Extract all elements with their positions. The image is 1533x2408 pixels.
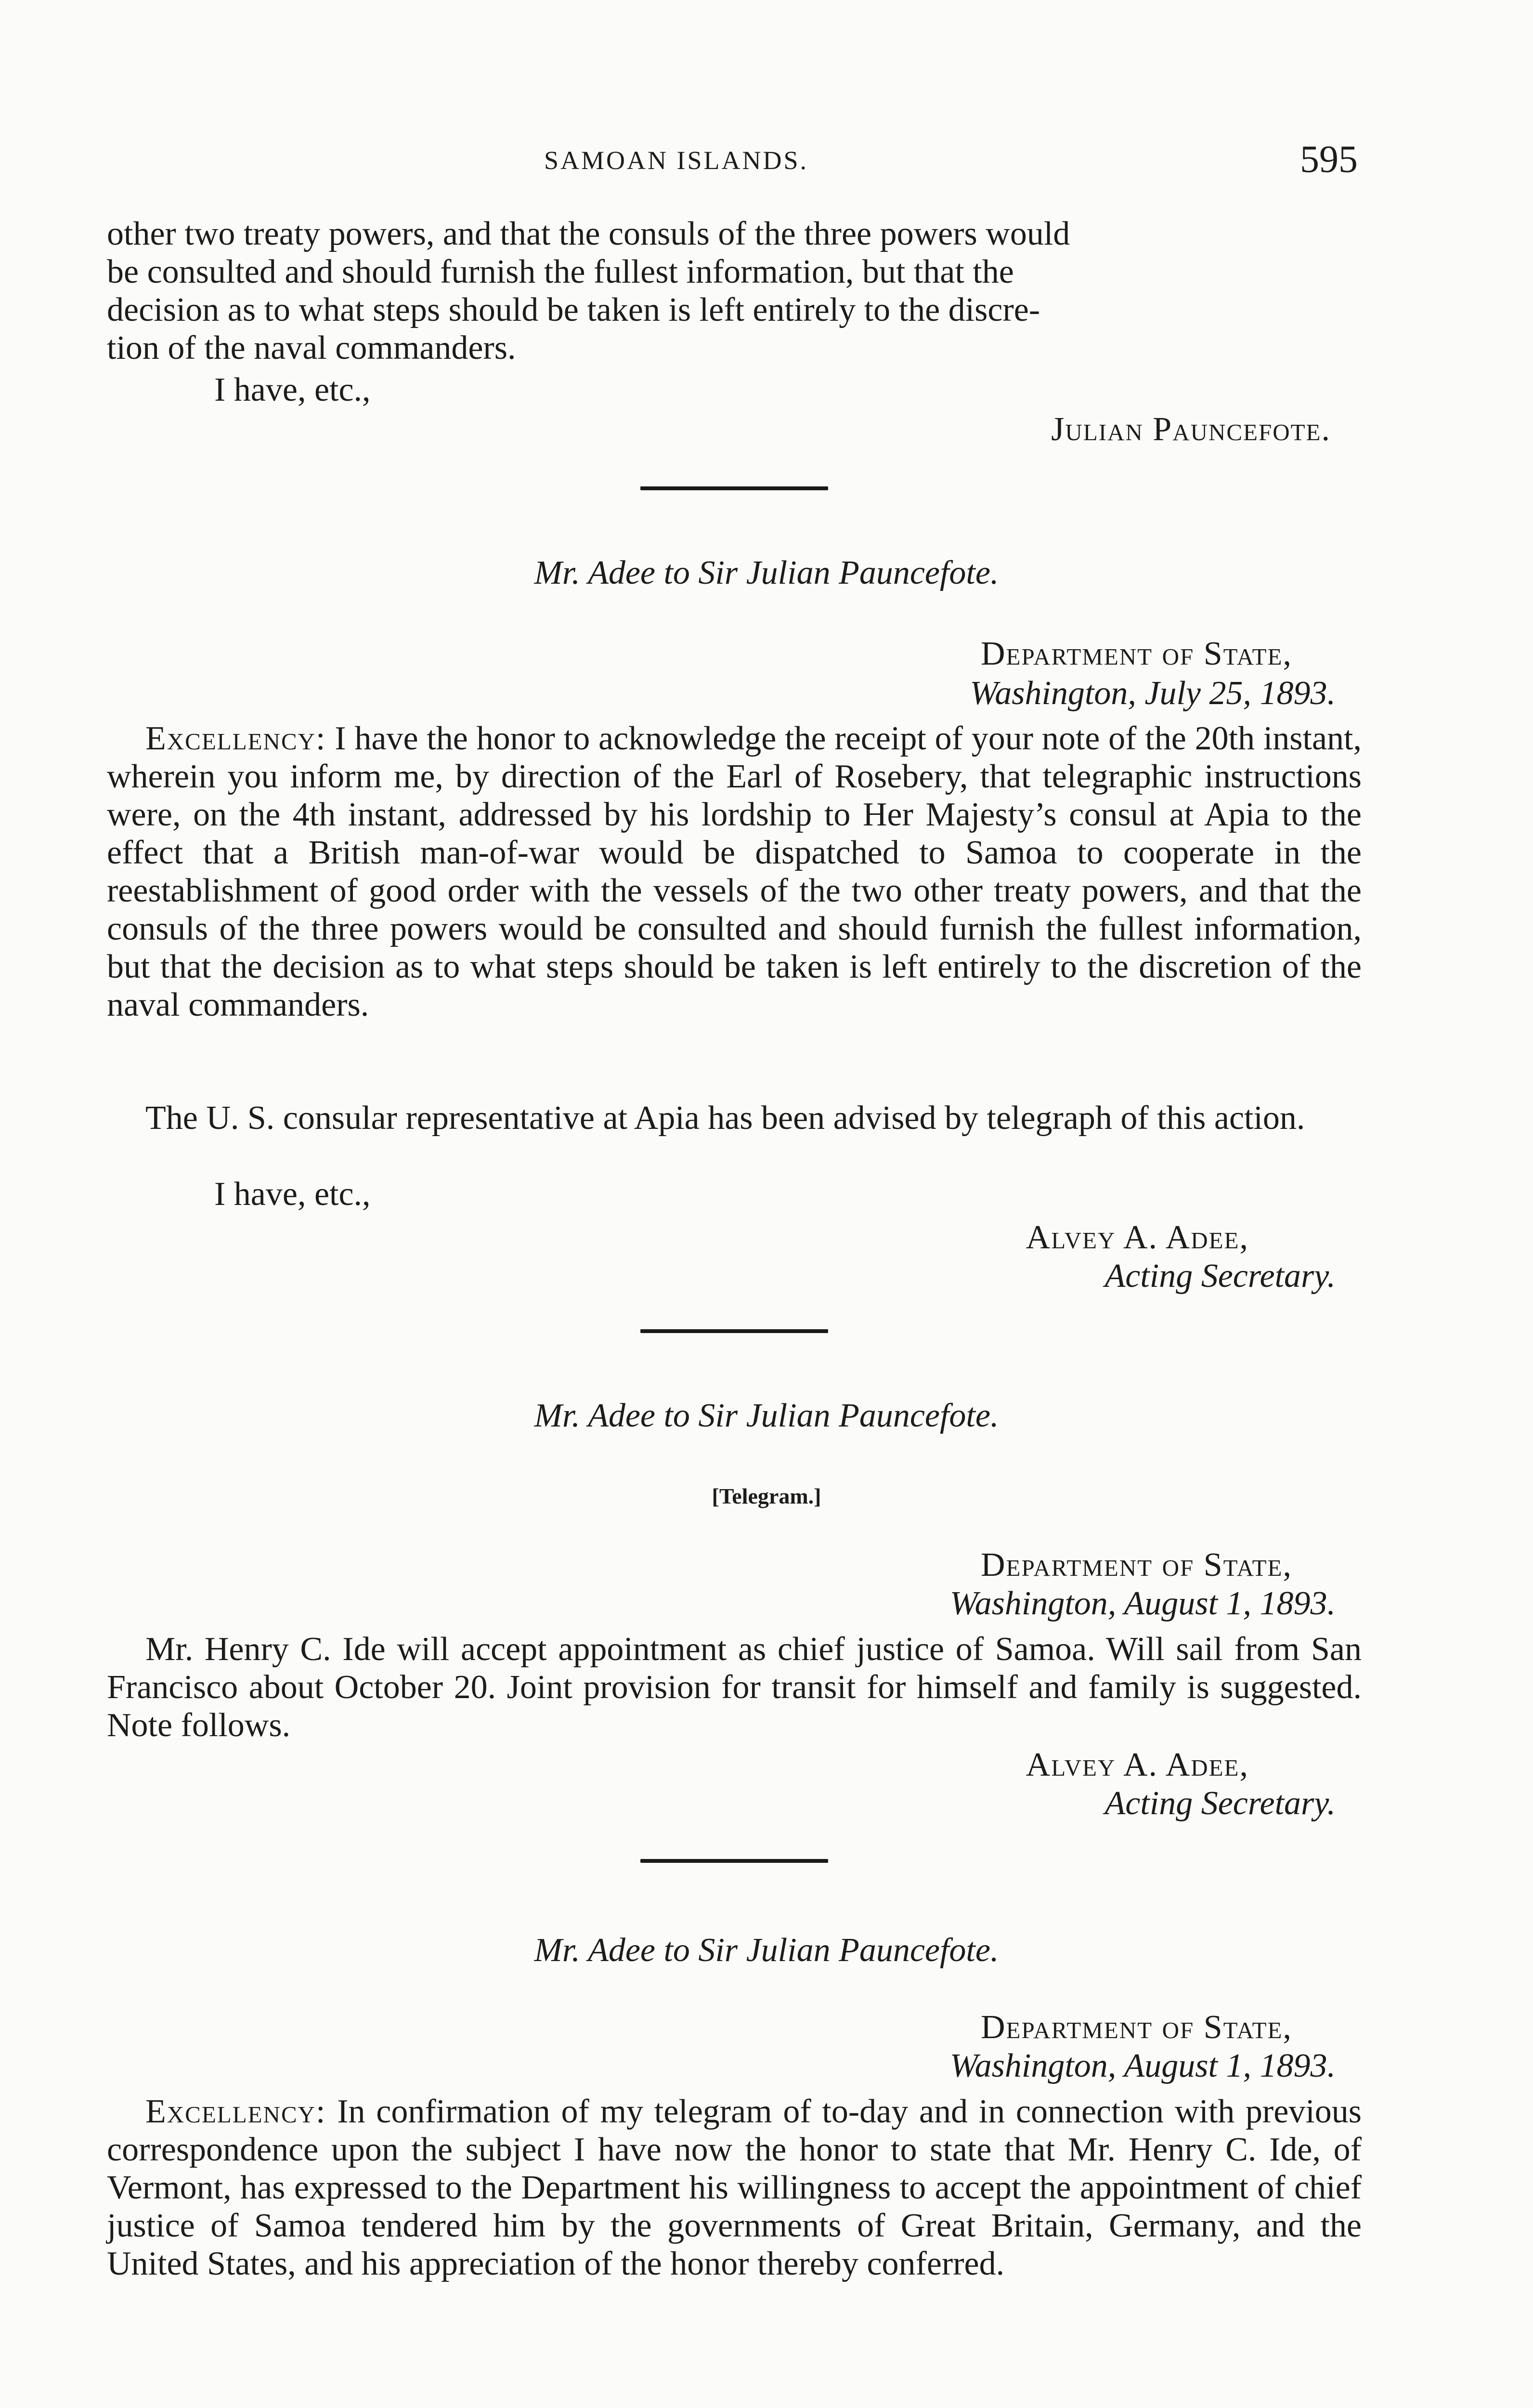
signature-title: Acting Secretary. xyxy=(1104,1785,1336,1822)
closing-formula: I have, etc., xyxy=(214,1176,371,1213)
dateline xyxy=(981,635,1292,673)
letter-heading: Mr. Adee to Sir Julian Pauncefote. xyxy=(534,1397,999,1434)
text-line: tion of the naval commanders. xyxy=(107,329,516,366)
dateline-place-date: Washington, August 1, 1893. xyxy=(949,2047,1336,2084)
page-number: 595 xyxy=(1300,138,1358,181)
paragraph: Mr. Henry C. Ide will accept appointment as chief justice of Samoa. Will sail from San Francisco about October 20. Joint provision for transit for himself and family is suggested. Note follows. xyxy=(107,1631,1362,1744)
paragraph: In confirmation of my telegram of to-day and in connection with previous correspondence upon the subject I have now the honor to state that Mr. Henry C. Ide, of Vermont, has expressed to the Department his willingness to accept the appointment of chief justice of Samoa tendered him by the governments of Great Britain, Germany, and the United States, and his appreciation of the honor thereby conferred. xyxy=(107,2093,1362,2282)
section-divider xyxy=(640,1859,828,1863)
dateline-place-date: Washington, August 1, 1893. xyxy=(949,1585,1336,1622)
signature-name: Alvey A. Adee, xyxy=(1026,1746,1249,1783)
salutation: Excellency: xyxy=(145,720,326,757)
text-line: other two treaty powers, and that the consuls of the three powers would xyxy=(107,215,1070,252)
letter-body xyxy=(107,1630,1362,1744)
telegram-note: [Telegram.] xyxy=(712,1484,821,1508)
signature-name: Alvey A. Adee, xyxy=(1026,1219,1249,1256)
running-head xyxy=(0,140,1533,183)
letter-body xyxy=(107,2093,1362,2283)
dateline-place-date: Washington, July 25, 1893. xyxy=(970,675,1336,712)
section-divider xyxy=(640,1329,828,1333)
salutation: Excellency: xyxy=(145,2093,326,2130)
closing-formula: I have, etc., xyxy=(214,371,371,408)
signature: Julian Pauncefote. xyxy=(1051,411,1331,448)
section-divider xyxy=(640,486,828,490)
previous-letter-tail xyxy=(107,215,1362,367)
dateline-office: Department of State, xyxy=(980,635,1292,672)
dateline-office: Department of State, xyxy=(980,1546,1292,1584)
letter-heading: Mr. Adee to Sir Julian Pauncefote. xyxy=(534,1932,999,1969)
letter-heading: Mr. Adee to Sir Julian Pauncefote. xyxy=(534,554,999,591)
letter-body xyxy=(107,1099,1362,1137)
dateline-office: Department of State, xyxy=(980,2009,1292,2046)
paragraph: I have the honor to acknowledge the receipt of your note of the 20th instant, wherein you inform me, by direction of the Earl of Rosebery, that telegraphic instructions were, on the 4th instant, addressed by his lordship to Her Majesty’s consul at Apia to the effect that a British man-of-war would be dispatched to Samoa to cooperate in the reestablishment of good order with the vessels of the two other treaty powers, and that the consuls of the three powers would be consulted and should furnish the fullest information, but that the decision as to what steps should be taken is left entirely to the discretion of the naval commanders. xyxy=(107,720,1362,1023)
signature-title: Acting Secretary. xyxy=(1104,1257,1336,1295)
letter-body xyxy=(107,720,1362,1024)
running-title: SAMOAN ISLANDS. xyxy=(544,146,809,175)
text-line: be consulted and should furnish the fullest information, but that the xyxy=(107,253,1014,290)
text-line: decision as to what steps should be taken is left entirely to the discre- xyxy=(107,291,1040,328)
paragraph: The U. S. consular representative at Apia has been advised by telegraph of this action. xyxy=(145,1099,1305,1137)
